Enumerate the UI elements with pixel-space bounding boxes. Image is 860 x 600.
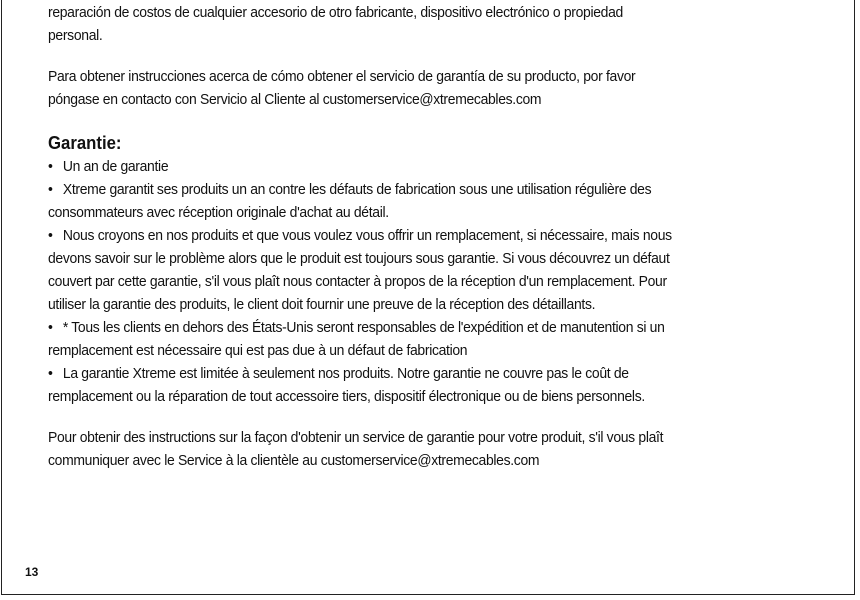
spanish-warranty-line: reparación de costos de cualquier accesorio de otro fabricante, dispositivo electrónico o propiedad [48, 4, 623, 21]
page-number: 13 [25, 565, 39, 579]
french-service-instructions: Pour obtenir des instructions sur la façon d'obtenir un service de garantie pour votre produit, s'il vous plaît [48, 429, 664, 446]
bullet-icon: • [48, 365, 53, 382]
french-warranty-continuation: couvert par cette garantie, s'il vous plaît nous contacter à propos de la réception d'un remplacement. Pour [48, 273, 667, 290]
french-warranty-continuation: devons savoir sur le problème alors que le produit est toujours sous garantie. Si vous découvrez un défaut [48, 250, 670, 267]
french-warranty-bullet [48, 316, 773, 339]
spanish-service-instructions: póngase en contacto con Servicio al Cliente al customerservice@xtremecables.com [48, 91, 542, 108]
french-warranty-continuation: remplacement ou la réparation de tout accessoire tiers, dispositif électronique ou de biens personnels. [48, 388, 645, 405]
french-warranty-bullet [48, 224, 773, 247]
spanish-service-instructions: Para obtener instrucciones acerca de cómo obtener el servicio de garantía de su producto, por favor [48, 68, 636, 85]
bullet-icon: • [48, 227, 53, 244]
bullet-text: Xtreme garantit ses produits un an contre les défauts de fabrication sous une utilisation régulière des [62, 181, 652, 198]
warranty-text-content [48, 1, 773, 472]
paragraph-spacer [48, 408, 773, 426]
bullet-icon: • [48, 181, 53, 198]
bullet-text: * Tous les clients en dehors des États-Unis seront responsables de l'expédition et de manutention si un [62, 319, 665, 336]
spanish-warranty-line: personal. [48, 27, 103, 44]
french-warranty-continuation: remplacement est nécessaire qui est pas due à un défaut de fabrication [48, 342, 468, 359]
bullet-text: La garantie Xtreme est limitée à seulement nos produits. Notre garantie ne couvre pas le coût de [62, 365, 629, 382]
bullet-text: Nous croyons en nos produits et que vous voulez vous offrir un remplacement, si nécessaire, mais nous [62, 227, 672, 244]
french-warranty-heading: Garantie: [48, 133, 122, 153]
french-warranty-bullet [48, 155, 773, 178]
french-service-instructions: communiquer avec le Service à la clientèle au customerservice@xtremecables.com [48, 452, 540, 469]
french-warranty-bullet [48, 362, 773, 385]
bullet-icon: • [48, 319, 53, 336]
french-warranty-continuation: consommateurs avec réception originale d'achat au détail. [48, 204, 389, 221]
paragraph-spacer [48, 111, 773, 129]
bullet-icon: • [48, 158, 53, 175]
french-warranty-continuation: utiliser la garantie des produits, le client doit fournir une preuve de la réception des détaillants. [48, 296, 596, 313]
french-warranty-bullet [48, 178, 773, 201]
bullet-text: Un an de garantie [62, 158, 169, 175]
paragraph-spacer [48, 47, 773, 65]
